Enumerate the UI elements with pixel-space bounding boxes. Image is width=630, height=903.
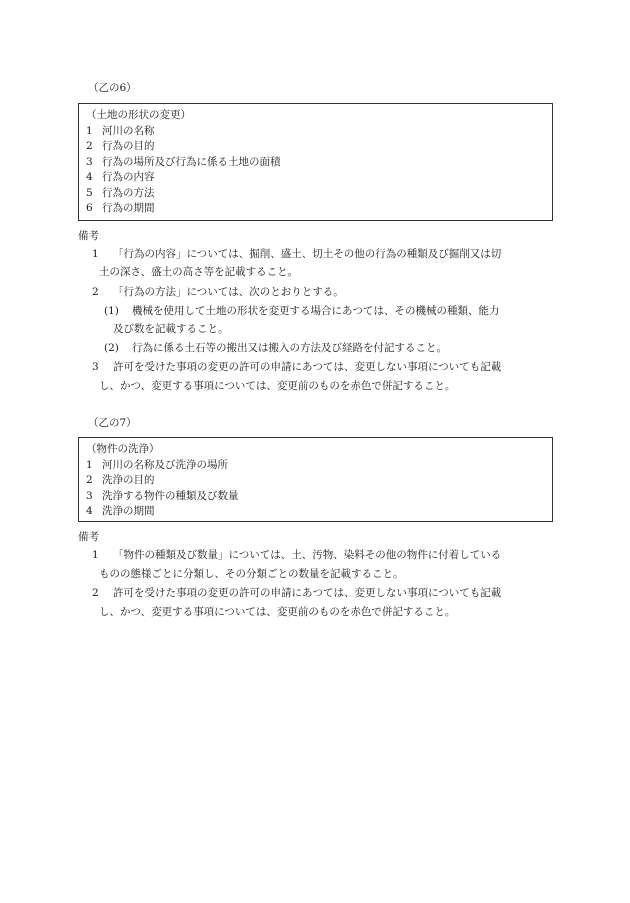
remark-subitem	[104, 304, 500, 319]
item-text: 行為の期間	[102, 202, 155, 214]
remark-subitem	[104, 341, 447, 356]
item-number: 6	[86, 202, 93, 214]
item-text: 河川の名称	[102, 124, 155, 137]
item-number: 3	[86, 155, 93, 168]
remark-number: (1)	[104, 305, 119, 317]
section6-item	[86, 201, 546, 217]
section7-item	[86, 458, 546, 474]
remark-continuation: し、かつ、変更する事項については、変更前のものを赤色で併記すること。	[99, 606, 456, 618]
item-text: 行為の方法	[102, 186, 155, 199]
item-text: 行為の場所及び行為に係る土地の面積	[102, 155, 281, 168]
section6-box	[78, 103, 553, 221]
remark-text: 機械を使用して土地の形状を変更する場合にあつては、その機械の種類、能力	[132, 305, 500, 317]
remark-number: 1	[92, 248, 99, 260]
item-number: 4	[86, 171, 93, 183]
remark-number: 1	[92, 549, 99, 561]
section6-label: （乙の6）	[88, 82, 137, 94]
remark-text: 許可を受けた事項の変更の許可の申請にあつては、変更しない事項についても記載	[113, 361, 502, 373]
remark-continuation: し、かつ、変更する事項については、変更前のものを赤色で併記すること。	[99, 380, 456, 392]
item-text: 行為の目的	[102, 140, 155, 152]
remark-continuation: ものの態様ごとに分類し、その分類ごとの数量を記載すること。	[99, 568, 404, 580]
remark-text: 「物件の種類及び数量」については、土、汚物、染料その他の物件に付着している	[113, 549, 502, 561]
item-text: 洗浄の期間	[102, 505, 155, 517]
remark-item	[92, 548, 501, 563]
section6-item	[86, 155, 546, 171]
remark-continuation: 及び数を記載すること。	[113, 323, 229, 335]
remark-text: 許可を受けた事項の変更の許可の申請にあつては、変更しない事項についても記載	[113, 587, 502, 599]
item-number: 4	[86, 505, 93, 517]
item-text: 行為の内容	[102, 171, 155, 183]
remark-number: 3	[92, 361, 99, 373]
section7-label: （乙の7）	[88, 417, 137, 429]
remark-text: 行為に係る土石等の搬出又は搬入の方法及び経路を付記すること。	[132, 342, 447, 354]
section6-item	[86, 170, 546, 186]
item-number: 2	[86, 140, 93, 152]
section6-item	[86, 186, 546, 202]
remark-item	[92, 360, 501, 375]
item-number: 3	[86, 489, 93, 502]
remark-number: (2)	[104, 342, 119, 354]
section7-item	[86, 489, 546, 505]
remark-number: 2	[92, 286, 99, 298]
remark-number: 2	[92, 587, 99, 599]
item-number: 2	[86, 474, 93, 486]
section6-remarks-title: 備考	[78, 230, 99, 242]
section6-box-title: （土地の形状の変更）	[86, 109, 191, 121]
section6-item	[86, 124, 546, 140]
item-text: 洗浄する物件の種類及び数量	[102, 489, 239, 502]
item-number: 1	[86, 458, 93, 471]
item-text: 洗浄の目的	[102, 474, 155, 486]
section7-box	[78, 437, 553, 522]
remark-continuation: 土の深さ、盛土の高さ等を記載すること。	[99, 266, 299, 278]
section7-remarks-title: 備考	[78, 531, 99, 543]
item-number: 1	[86, 124, 93, 137]
item-text: 河川の名称及び洗浄の場所	[102, 458, 228, 471]
section7-item	[86, 504, 546, 520]
remark-text: 「行為の方法」については、次のとおりとする。	[113, 286, 344, 298]
item-number: 5	[86, 186, 93, 199]
remark-item	[92, 586, 501, 601]
section7-item	[86, 473, 546, 489]
remark-text: 「行為の内容」については、掘削、盛土、切土その他の行為の種類及び掘削又は切	[113, 248, 502, 260]
section6-item	[86, 139, 546, 155]
section7-box-title: （物件の洗浄）	[86, 443, 160, 455]
remark-item	[92, 247, 501, 262]
remark-item	[92, 285, 344, 300]
